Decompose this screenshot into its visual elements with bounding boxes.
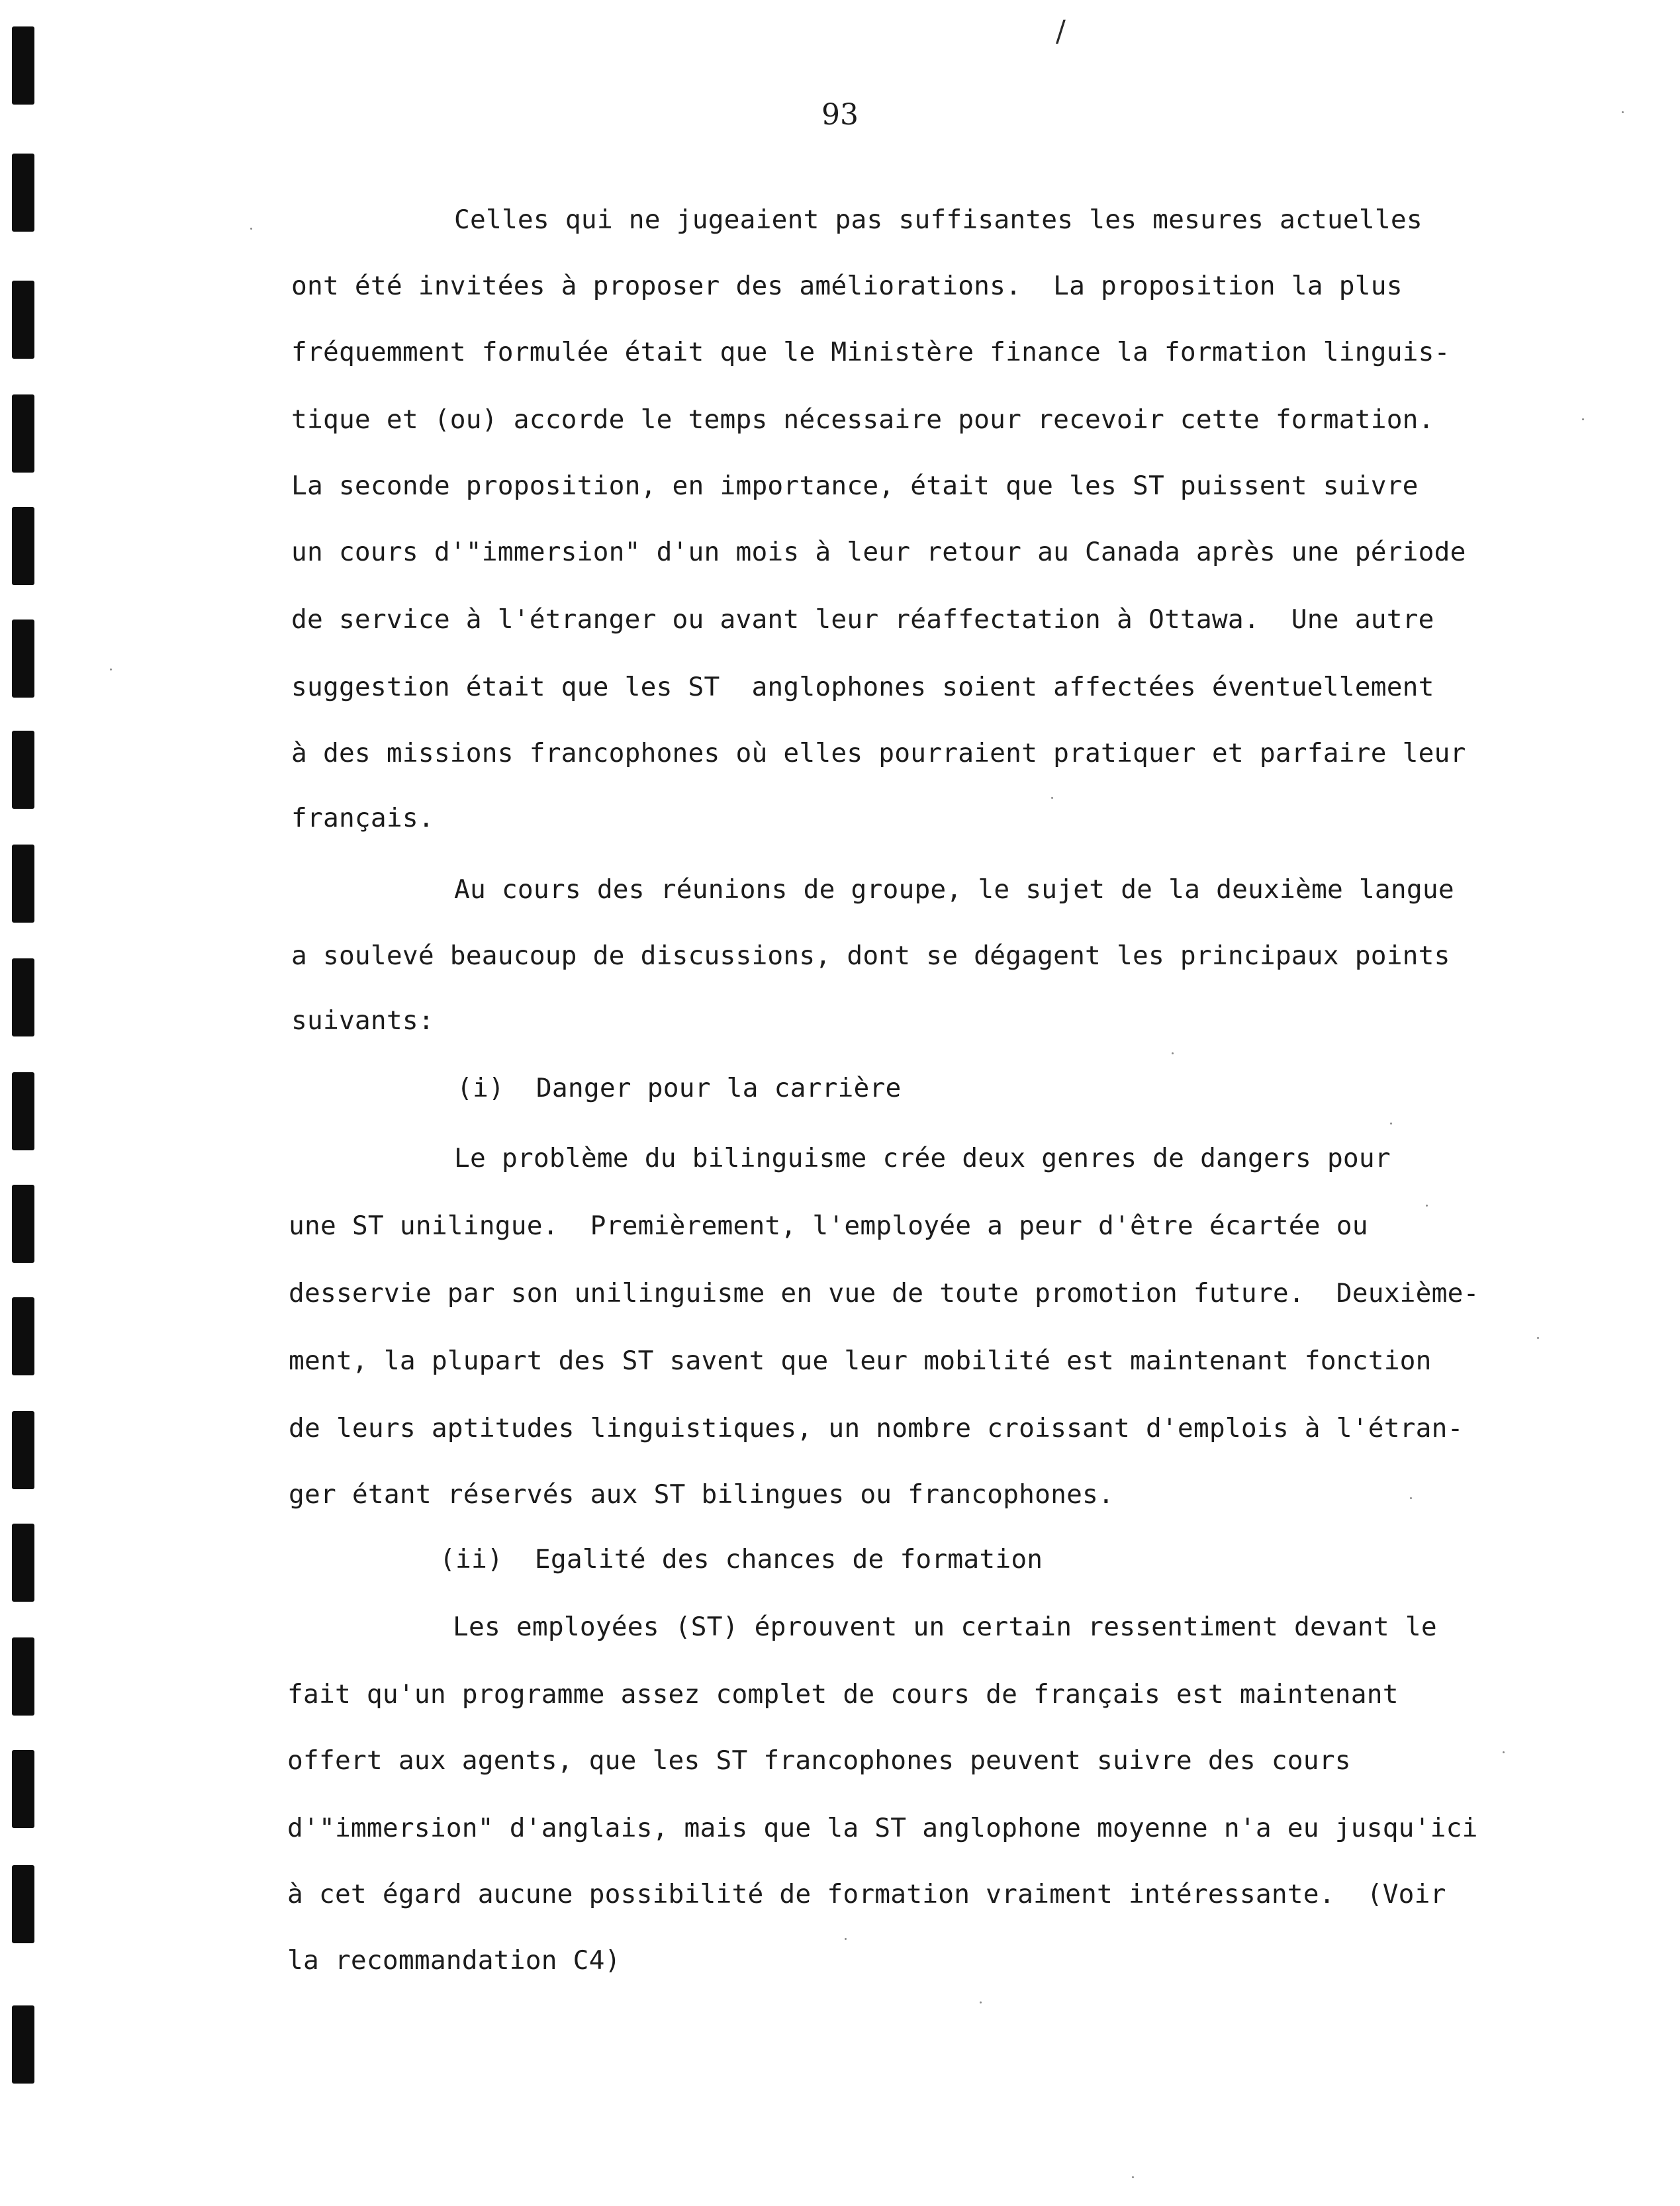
paragraph-1-line: Celles qui ne jugeaient pas suffisantes les mesures actuelles bbox=[454, 205, 1423, 235]
paragraph-3-line: Le problème du bilinguisme crée deux genres de dangers pour bbox=[454, 1143, 1391, 1173]
paragraph-2-line: Au cours des réunions de groupe, le sujet de la deuxième langue bbox=[454, 874, 1454, 905]
paragraph-1-line: français. bbox=[291, 803, 434, 833]
paragraph-3-line: une ST unilingue. Premièrement, l'employée a peur d'être écartée ou bbox=[289, 1211, 1368, 1241]
paragraph-1-line: La seconde proposition, en importance, était que les ST puissent suivre bbox=[291, 471, 1419, 501]
scan-speck bbox=[1051, 797, 1053, 799]
binding-mark bbox=[12, 1185, 34, 1263]
binding-mark bbox=[12, 394, 34, 473]
paragraph-1-line: suggestion était que les ST anglophones soient affectées éventuellement bbox=[291, 672, 1434, 702]
binding-mark bbox=[12, 281, 34, 359]
paragraph-4-line: Les employées (ST) éprouvent un certain ressentiment devant le bbox=[453, 1612, 1437, 1642]
stray-pen-mark: / bbox=[1056, 15, 1066, 48]
scan-speck bbox=[1132, 2176, 1134, 2178]
scan-speck bbox=[1537, 1337, 1539, 1339]
paragraph-3-line: ger étant réservés aux ST bilingues ou francophones. bbox=[289, 1479, 1115, 1510]
binding-mark bbox=[12, 154, 34, 232]
paragraph-1-line: un cours d'"immersion" d'un mois à leur retour au Canada après une période bbox=[291, 537, 1466, 567]
scan-speck bbox=[980, 2001, 982, 2003]
scan-speck bbox=[1426, 1205, 1428, 1207]
section-heading-2: (ii) Egalité des chances de formation bbox=[440, 1544, 1043, 1575]
paragraph-3-line: desservie par son unilinguisme en vue de toute promotion future. Deuxième- bbox=[289, 1278, 1479, 1309]
scan-speck bbox=[1172, 1052, 1174, 1054]
paragraph-1-line: tique et (ou) accorde le temps nécessaire pour recevoir cette formation. bbox=[291, 404, 1434, 435]
paragraph-3-line: ment, la plupart des ST savent que leur mobilité est maintenant fonction bbox=[289, 1346, 1432, 1376]
paragraph-3-line: de leurs aptitudes linguistiques, un nombre croissant d'emplois à l'étran- bbox=[289, 1413, 1464, 1444]
binding-mark bbox=[12, 1750, 34, 1828]
scan-speck bbox=[1582, 418, 1584, 420]
binding-mark bbox=[12, 958, 34, 1036]
binding-mark bbox=[12, 1524, 34, 1602]
scan-speck bbox=[110, 668, 112, 670]
binding-mark bbox=[12, 26, 34, 105]
binding-mark bbox=[12, 1637, 34, 1716]
binding-mark bbox=[12, 1072, 34, 1150]
paragraph-4-line: offert aux agents, que les ST francophones peuvent suivre des cours bbox=[287, 1745, 1351, 1776]
scan-speck bbox=[250, 228, 252, 230]
paragraph-4-line: d'"immersion" d'anglais, mais que la ST anglophone moyenne n'a eu jusqu'ici bbox=[287, 1813, 1478, 1843]
binding-mark bbox=[12, 620, 34, 698]
section-heading-1: (i) Danger pour la carrière bbox=[457, 1073, 902, 1103]
binding-hole-marks bbox=[0, 0, 79, 2206]
paragraph-1-line: de service à l'étranger ou avant leur réaffectation à Ottawa. Une autre bbox=[291, 604, 1434, 635]
binding-mark bbox=[12, 1865, 34, 1943]
paragraph-4-line: la recommandation C4) bbox=[287, 1945, 621, 1976]
paragraph-1-line: ont été invitées à proposer des améliorations. La proposition la plus bbox=[291, 271, 1403, 301]
scan-speck bbox=[1390, 1123, 1392, 1125]
binding-mark bbox=[12, 2005, 34, 2084]
binding-mark bbox=[12, 731, 34, 809]
scan-speck bbox=[1503, 1751, 1505, 1753]
scan-speck bbox=[1622, 111, 1624, 113]
binding-mark bbox=[12, 1297, 34, 1375]
scan-speck bbox=[1410, 1497, 1412, 1499]
scan-speck bbox=[845, 1938, 847, 1940]
paragraph-1-line: à des missions francophones où elles pourraient pratiquer et parfaire leur bbox=[291, 738, 1466, 768]
page-number: 93 bbox=[821, 98, 859, 132]
paragraph-4-line: fait qu'un programme assez complet de cours de français est maintenant bbox=[287, 1679, 1399, 1710]
paragraph-1-line: fréquemment formulée était que le Ministère finance la formation linguis- bbox=[291, 337, 1450, 367]
binding-mark bbox=[12, 507, 34, 585]
paragraph-2-line: a soulevé beaucoup de discussions, dont se dégagent les principaux points bbox=[291, 941, 1450, 971]
binding-mark bbox=[12, 1411, 34, 1489]
paragraph-4-line: à cet égard aucune possibilité de formation vraiment intéressante. (Voir bbox=[287, 1879, 1446, 1909]
paragraph-2-line: suivants: bbox=[291, 1005, 434, 1036]
binding-mark bbox=[12, 845, 34, 923]
